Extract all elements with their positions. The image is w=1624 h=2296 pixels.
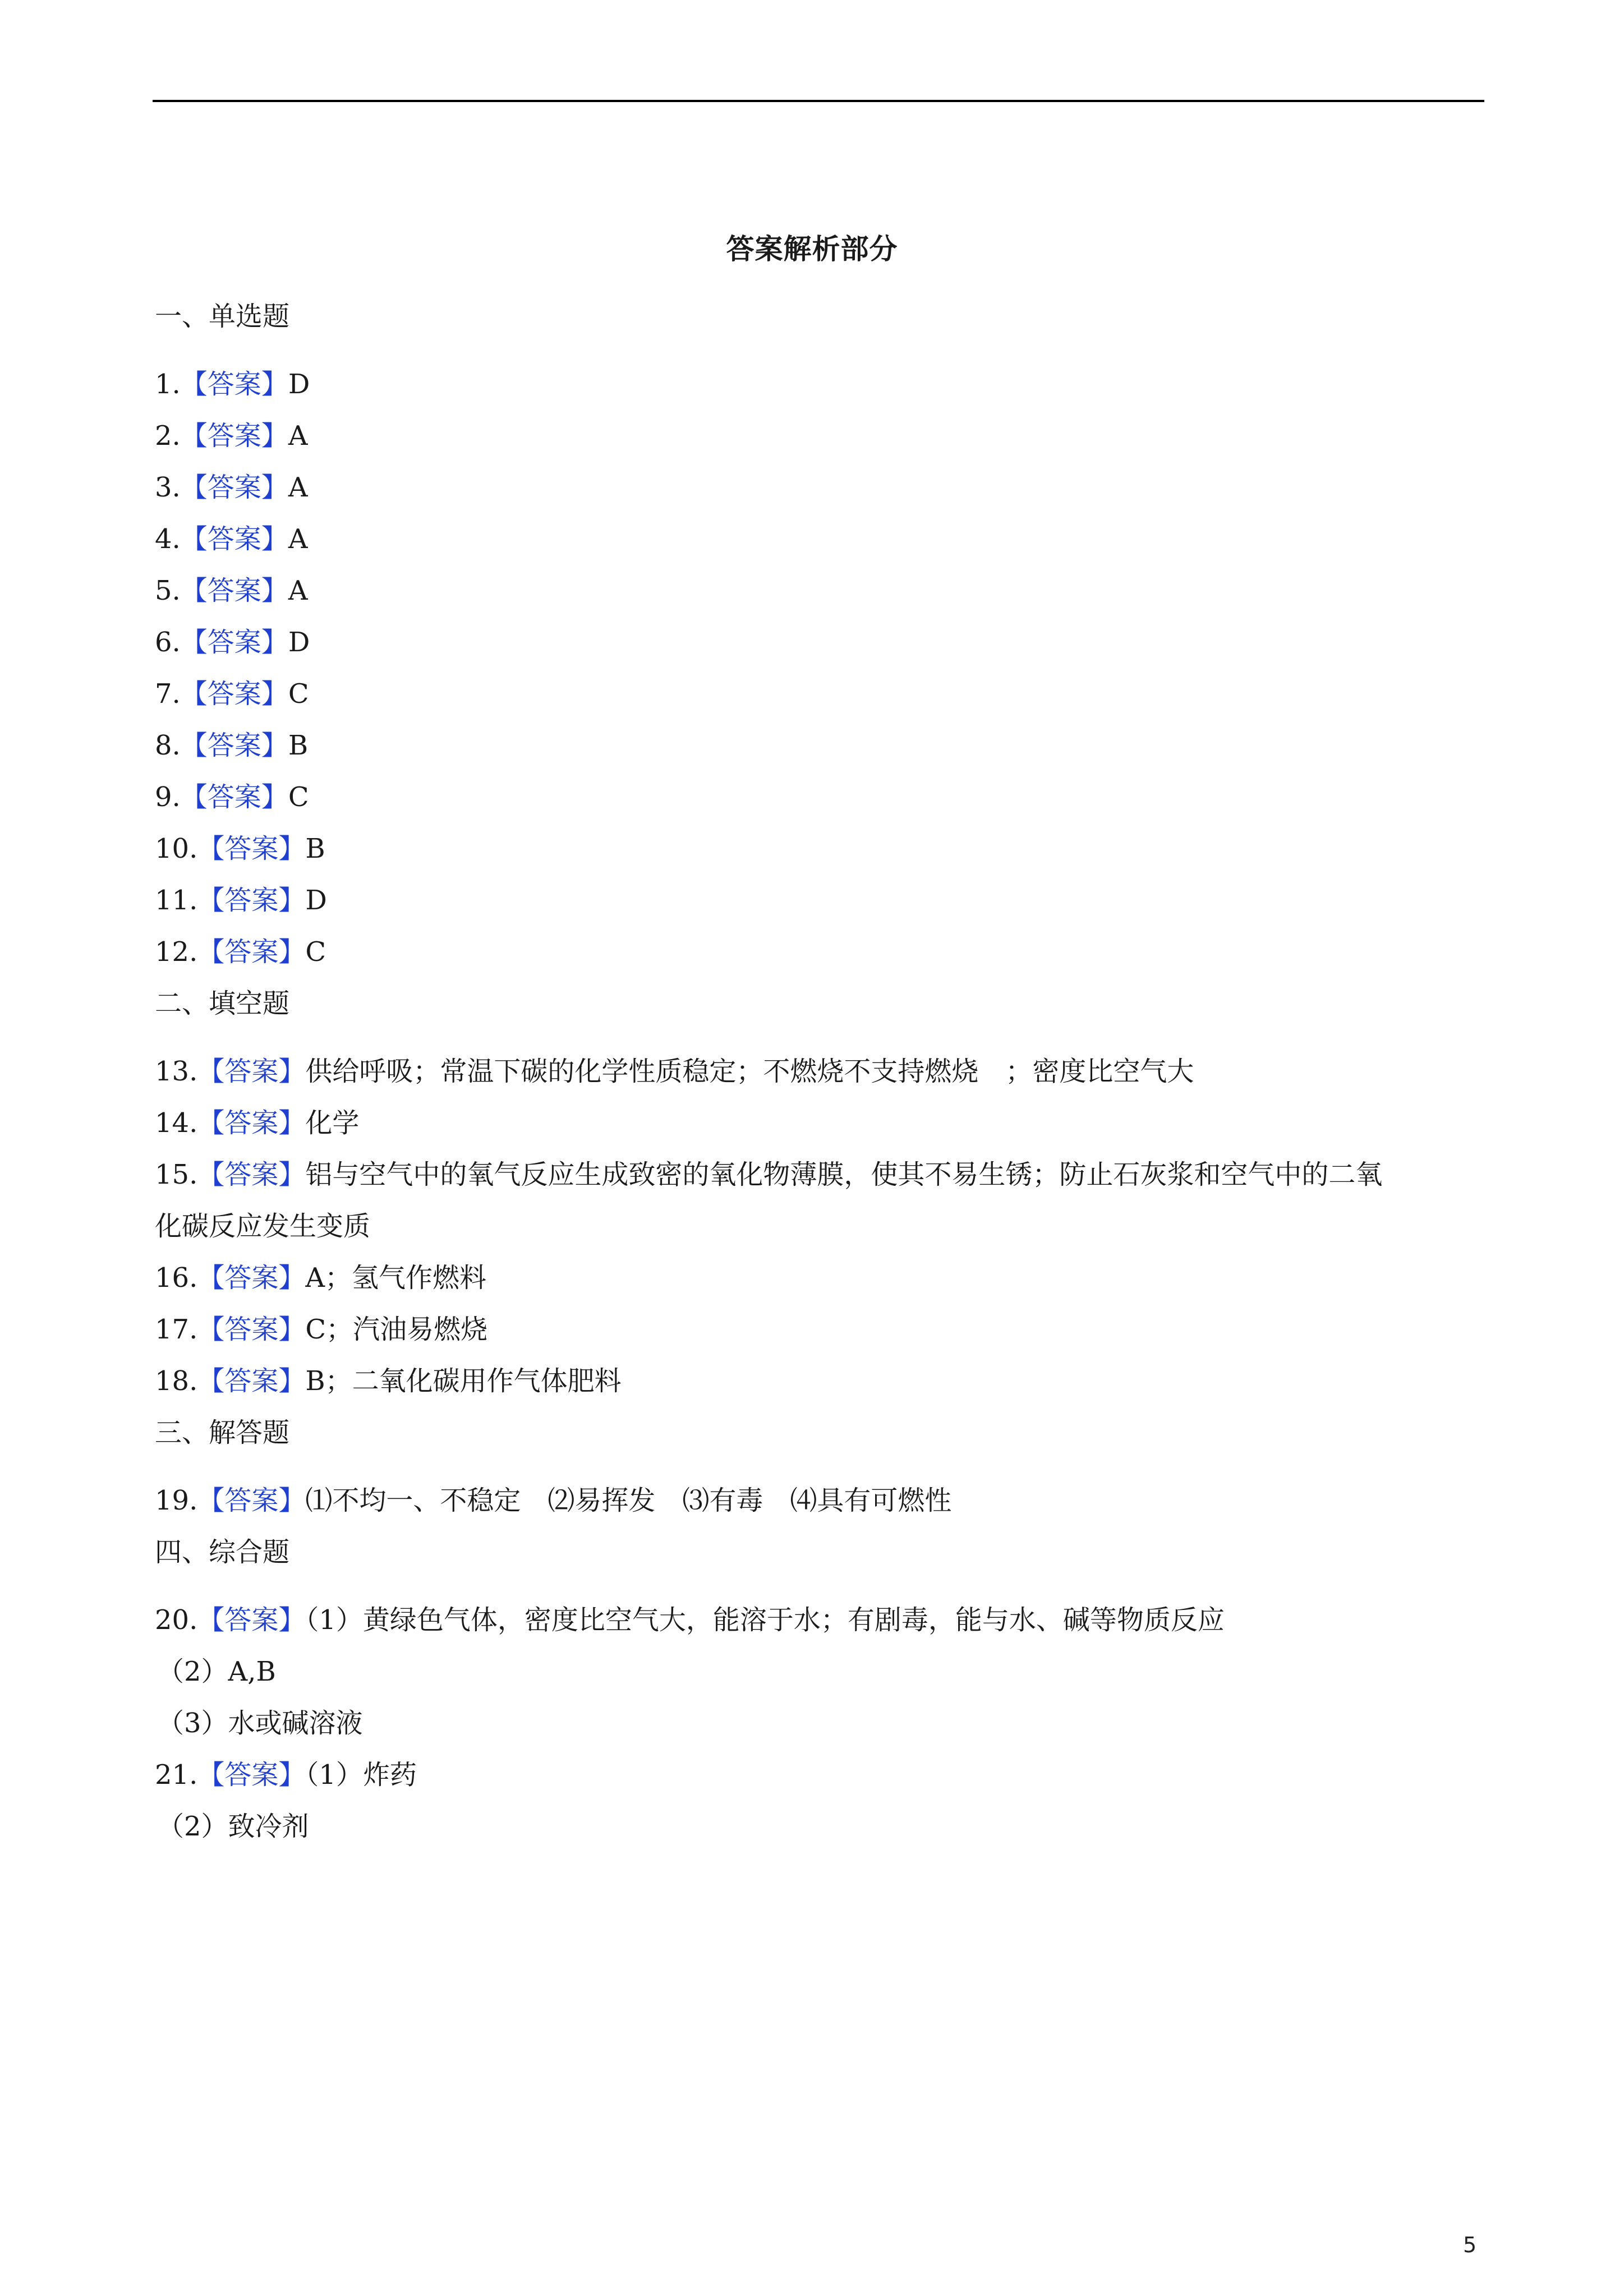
answer-continuation: 化碳反应发生变质: [155, 1211, 371, 1242]
answer-subpart: （3）水或碱溶液: [157, 1708, 363, 1739]
answer-tag: 【答案】: [197, 1365, 306, 1397]
page-title: 答案解析部分: [726, 232, 898, 265]
answer-line: 18.【答案】B；二氧化碳用作气体肥料: [155, 1365, 622, 1397]
answer-tag: 【答案】: [197, 833, 306, 864]
answer-line: 15.【答案】铝与空气中的氧气反应生成致密的氧化物薄膜，使其不易生锈；防止石灰浆和空气中的二氧: [155, 1159, 1383, 1190]
answer-tag: 【答案】: [197, 1759, 306, 1791]
answer-subpart: （2）A,B: [157, 1656, 276, 1687]
answer-tag: 【答案】: [197, 1056, 306, 1087]
answer-line: 6.【答案】D: [155, 627, 310, 658]
answer-line: 5.【答案】A: [155, 575, 308, 606]
answer-tag: 【答案】: [180, 627, 288, 658]
section-heading-single-choice: 一、单选题: [155, 301, 290, 332]
answer-line: 9.【答案】C: [155, 781, 309, 813]
answer-line: 14.【答案】化学: [155, 1107, 360, 1139]
answer-line: 2.【答案】A: [155, 420, 308, 452]
answer-line: 10.【答案】B: [155, 833, 325, 864]
answer-tag: 【答案】: [180, 730, 288, 761]
answer-tag: 【答案】: [180, 575, 288, 606]
answer-tag: 【答案】: [197, 1485, 306, 1516]
section-heading-fill-blank: 二、填空题: [155, 988, 290, 1019]
answer-line: 20.【答案】（1）黄绿色气体，密度比空气大，能溶于水；有剧毒，能与水、碱等物质反应: [155, 1604, 1225, 1636]
section-heading-comprehensive: 四、综合题: [155, 1536, 290, 1568]
answer-line: 21.【答案】（1）炸药: [155, 1759, 417, 1791]
answer-line: 4.【答案】A: [155, 523, 308, 555]
answer-line: 17.【答案】C；汽油易燃烧: [155, 1314, 488, 1345]
answer-tag: 【答案】: [197, 885, 306, 916]
answer-line: 12.【答案】C: [155, 936, 326, 968]
answer-line: 11.【答案】D: [155, 885, 327, 916]
answer-tag: 【答案】: [197, 1262, 306, 1294]
answer-tag: 【答案】: [180, 420, 288, 452]
answer-line: 13.【答案】供给呼吸；常温下碳的化学性质稳定；不燃烧不支持燃烧 ；密度比空气大: [155, 1056, 1194, 1087]
answer-line: 19.【答案】⑴不均一、不稳定 ⑵易挥发 ⑶有毒 ⑷具有可燃性: [155, 1485, 952, 1516]
answer-tag: 【答案】: [197, 1107, 306, 1139]
answer-tag: 【答案】: [197, 1604, 306, 1636]
answer-line: 7.【答案】C: [155, 678, 309, 710]
answer-tag: 【答案】: [197, 936, 306, 968]
answer-line: 16.【答案】A；氢气作燃料: [155, 1262, 487, 1294]
answer-tag: 【答案】: [197, 1159, 306, 1190]
answer-subpart: （2）致冷剂: [157, 1811, 309, 1842]
section-heading-solution: 三、解答题: [155, 1417, 290, 1448]
answer-tag: 【答案】: [197, 1314, 306, 1345]
answer-tag: 【答案】: [180, 678, 288, 710]
answer-tag: 【答案】: [180, 472, 288, 503]
answer-tag: 【答案】: [180, 781, 288, 813]
answer-line: 8.【答案】B: [155, 730, 309, 761]
page-number: 5: [1463, 2233, 1477, 2257]
answer-tag: 【答案】: [180, 523, 288, 555]
answer-line: 3.【答案】A: [155, 472, 308, 503]
answer-line: 1.【答案】D: [155, 369, 310, 400]
header-rule: [153, 100, 1484, 102]
answer-tag: 【答案】: [180, 369, 288, 400]
